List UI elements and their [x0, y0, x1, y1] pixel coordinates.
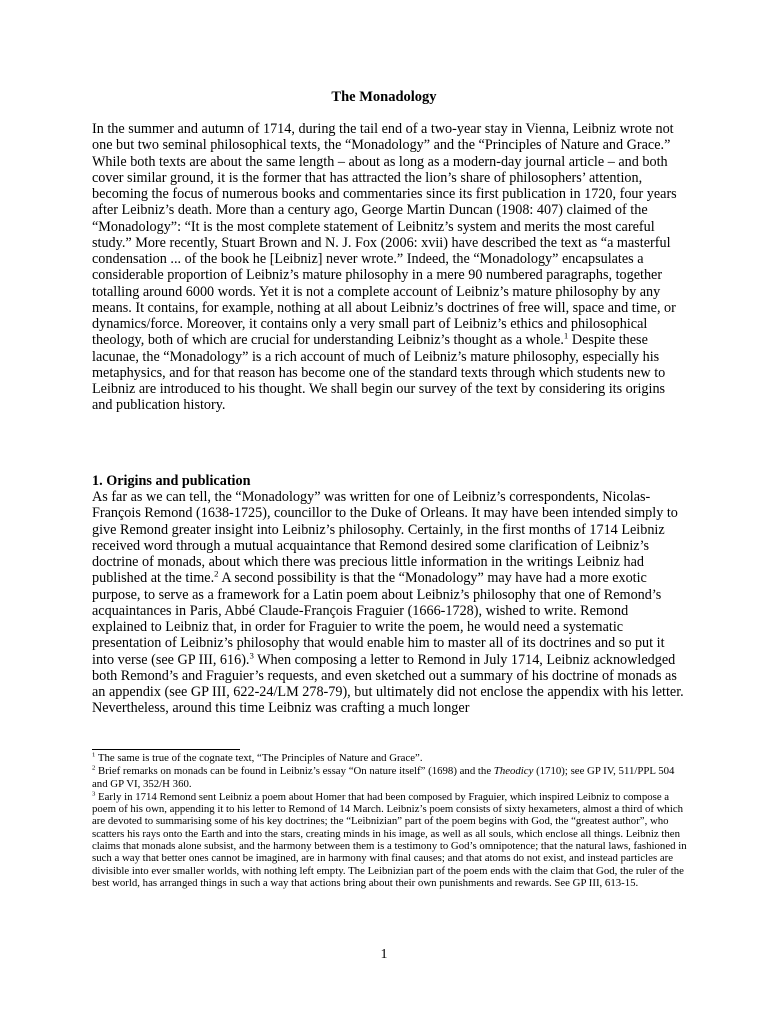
- footnote-ref-2[interactable]: 2: [214, 568, 219, 579]
- footnote-number: 2: [92, 764, 96, 772]
- footnote-number: 3: [92, 790, 96, 798]
- intro-text-after-note: Despite these lacunae, the “Monadology” is a rich account of much of Leibniz’s mature philosophy, especially his metaphysics, and for that reason has become one of the standard texts through which students new to Leibniz are introduced to his thought. We shall begin our survey of the text by considering its origins and publication history.: [92, 332, 666, 414]
- page-title: The Monadology: [331, 89, 437, 105]
- footnote-text-after: (1710); see GP IV, 511/PPL 504 and GP VI, 352/H 360.: [92, 765, 675, 790]
- section-text-part-b: A second possibility is that the “Monadology” may have had a more exotic purpose, to serve as a framework for a Latin poem about Leibniz’s philosophy that one of Remond’s acquaintances in Paris, Abbé Claude-François Fraguier (1666-1728), wished to write. Remond explained to Leibniz that, in order for Fraguier to write the poem, he would need a systematic presentation of Leibniz’s philosophy that would enable him to master all of its doctrines and so put it into verse (see GP III, 616).: [92, 570, 665, 668]
- footnote-text-before: Brief remarks on monads can be found in Leibniz’s essay “On nature itself” (1698) and the: [95, 765, 494, 778]
- footnote-text: The same is true of the cognate text, “The Principles of Nature and Grace”.: [95, 752, 423, 764]
- footnote-number: 1: [92, 751, 96, 759]
- footnote-text: Early in 1714 Remond sent Leibniz a poem about Homer that had been composed by Fraguier, which inspired Leibniz to compose a poem of his own, appending it to his letter to Remond of 14 March. Leibniz’s poem consists of sixty hexameters, almost a third of which are devoted to summarising some of his key doctrines; the “Leibnizian” part of the poem begins with God, the “greatest author”, who scatters his rays onto the Earth and into the stars, creating minds in his image, as well as all souls, which enclose all things. Leibniz then claims that monads alone subsist, and the harmony between them is a testimony to God’s omnipotence; that the natural laws, fashioned in such a way that better ones cannot be imagined, are in harmony with final causes; and that atoms do not exist, and instead particles are divisible into ever smaller worlds, with nothing left empty. The Leibnizian part of the poem ends with the claim that God, the ruler of the best world, has arranged things in such a way that actions bring about their own punishments and rewards. See GP III, 613-15.: [92, 790, 687, 889]
- footnote-separator: [92, 749, 240, 750]
- intro-paragraph: [92, 121, 686, 414]
- footnote: [92, 791, 688, 889]
- footnote-ref-3[interactable]: 3: [249, 649, 254, 660]
- section-text-part-a: As far as we can tell, the “Monadology” was written for one of Leibniz’s correspondents, Nicolas-François Remond (1638-1725), councillor to the Duke of Orleans. It may have been intended simply to give Remond greater insight into Leibniz’s philosophy. Certainly, in the first months of 1714 Leibniz received word through a mutual acquaintance that Remond desired some clarification of Leibniz’s doctrine of monads, about which there was precious little information in the writings Leibniz had published at the time.: [92, 489, 678, 587]
- section-text-part-c: When composing a letter to Remond in July 1714, Leibniz acknowledged both Remond’s and Fraguier’s requests, and even sketched out a summary of his doctrine of monads as an appendix (see GP III, 622-24/LM 278-79), but ultimately did not enclose the appendix with his letter. Nevertheless, around this time Leibniz was crafting a much longer: [92, 651, 684, 717]
- intro-text-before-note: In the summer and autumn of 1714, during the tail end of a two-year stay in Vienna, Leibniz wrote not one but two seminal philosophical texts, the “Monadology” and the “Principles of Nature and Grace.” While both texts are about the same length – about as long as a modern-day journal article – and both cover similar ground, it is the former that has attracted the lion’s share of philosophers’ attention, becoming the focus of numerous books and commentaries since its first publication in 1720, four years after Leibniz’s death. More than a century ago, George Martin Duncan (1908: 407) claimed of the “Monadology”: “It is the most complete statement of Leibnitz’s system and merits the most careful study.” More recently, Stuart Brown and N. J. Fox (2006: xvii) have described the text as “a masterful condensation ... of the book he [Leibniz] never wrote.” Indeed, the “Monadology” encapsulates a considerable proportion of Leibniz’s mature philosophy in a mere 90 numbered paragraphs, together totalling around 6000 words. Yet it is not a complete account of Leibniz’s mature philosophy by any means. It contains, for example, nothing at all about Leibniz’s doctrines of free will, space and time, or dynamics/force. Moreover, it contains only a very small part of Leibniz’s ethics and philosophical theology, both of which are crucial for understanding Leibniz’s thought as a whole.: [92, 121, 677, 349]
- footnote-italic-title: Theodicy: [493, 765, 534, 778]
- footnote-ref-1[interactable]: 1: [563, 330, 569, 341]
- page-number: 1: [380, 947, 388, 962]
- footnotes: [92, 752, 688, 890]
- section-heading: 1. Origins and publication: [92, 473, 251, 489]
- footnote: [92, 752, 688, 764]
- section-paragraph: [92, 489, 686, 745]
- footnote: [92, 765, 688, 790]
